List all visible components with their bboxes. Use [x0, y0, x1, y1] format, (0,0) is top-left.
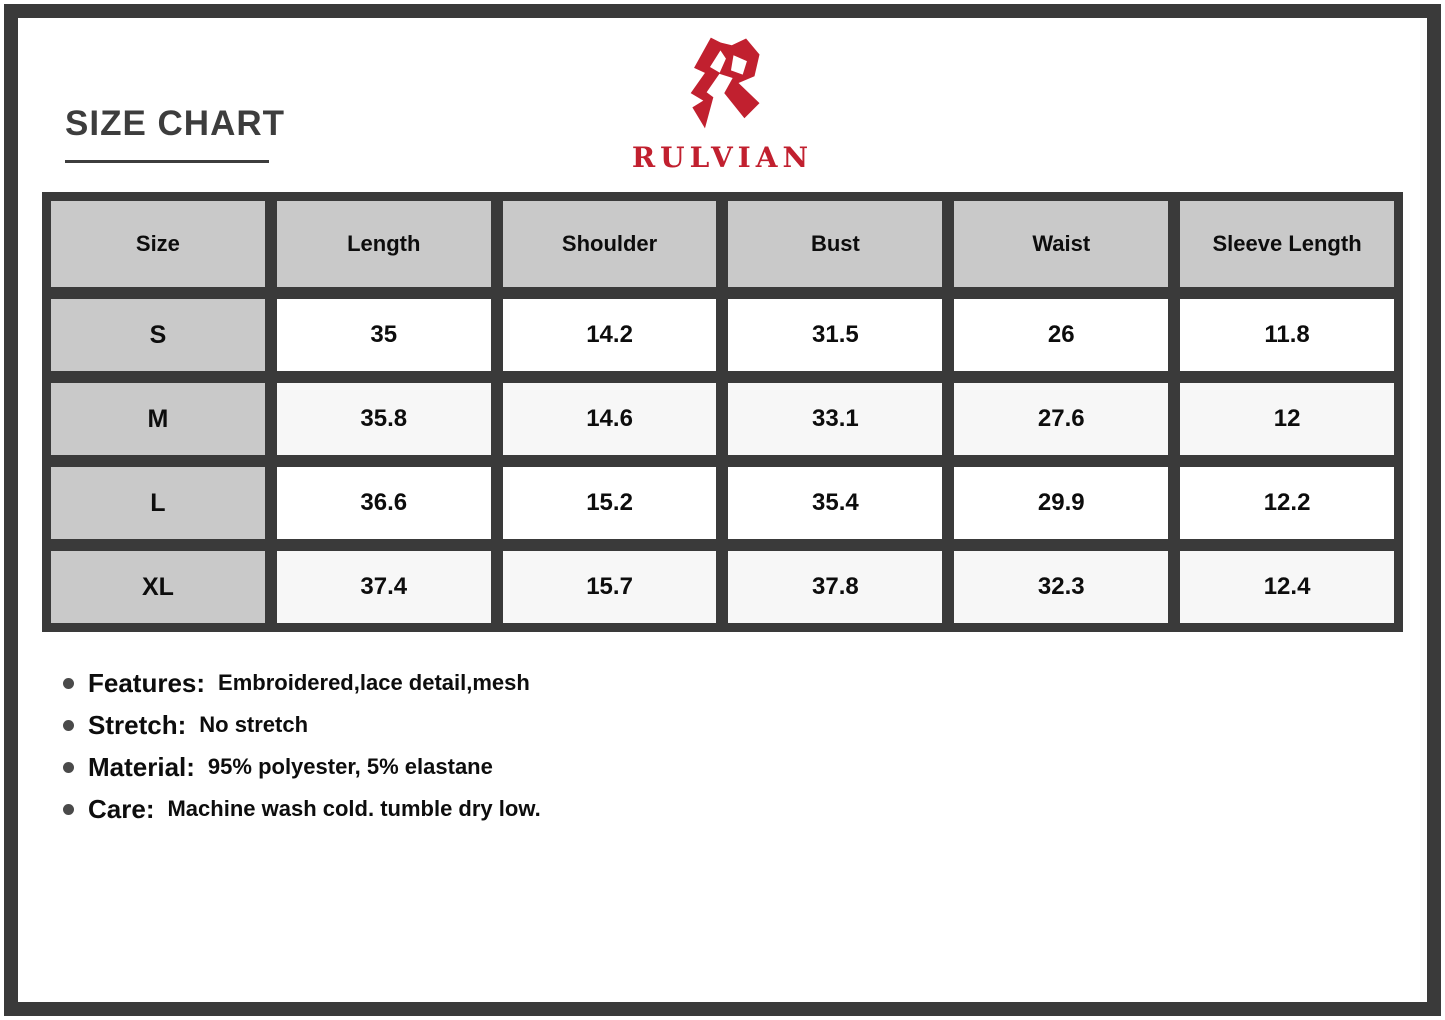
detail-item	[63, 746, 541, 788]
measurement-cell: 37.4	[277, 551, 491, 623]
size-cell: L	[51, 467, 265, 539]
measurement-cell: 11.8	[1180, 299, 1394, 371]
measurement-cell: 15.7	[503, 551, 717, 623]
bullet-icon	[63, 678, 74, 689]
measurement-cell: 35	[277, 299, 491, 371]
measurement-cell: 29.9	[954, 467, 1168, 539]
brand-logo	[0, 36, 1445, 174]
size-cell: M	[51, 383, 265, 455]
detail-value: No stretch	[199, 712, 309, 737]
measurement-cell: 37.8	[728, 551, 942, 623]
product-details-list	[63, 662, 541, 830]
detail-label: Stretch:	[88, 709, 187, 740]
measurement-cell: 33.1	[728, 383, 942, 455]
page-title: SIZE CHART	[65, 104, 285, 143]
size-chart-table	[42, 192, 1403, 632]
detail-value: Machine wash cold. tumble dry low.	[167, 796, 541, 821]
column-header-shoulder: Shoulder	[503, 201, 717, 287]
column-header-bust: Bust	[728, 201, 942, 287]
detail-item	[63, 704, 541, 746]
measurement-cell: 26	[954, 299, 1168, 371]
measurement-cell: 27.6	[954, 383, 1168, 455]
detail-label: Features:	[88, 667, 206, 698]
column-header-length: Length	[277, 201, 491, 287]
detail-item	[63, 662, 541, 704]
measurement-cell: 12	[1180, 383, 1394, 455]
measurement-cell: 35.4	[728, 467, 942, 539]
column-header-size: Size	[51, 201, 265, 287]
column-header-waist: Waist	[954, 201, 1168, 287]
measurement-cell: 36.6	[277, 467, 491, 539]
measurement-cell: 12.4	[1180, 551, 1394, 623]
bullet-icon	[63, 762, 74, 773]
brand-r-monogram-icon	[683, 36, 763, 130]
bullet-icon	[63, 720, 74, 731]
measurement-cell: 12.2	[1180, 467, 1394, 539]
column-header-sleeve-length: Sleeve Length	[1180, 201, 1394, 287]
measurement-cell: 32.3	[954, 551, 1168, 623]
size-cell: XL	[51, 551, 265, 623]
detail-label: Material:	[88, 751, 195, 782]
measurement-cell: 14.2	[503, 299, 717, 371]
measurement-cell: 35.8	[277, 383, 491, 455]
bullet-icon	[63, 804, 74, 815]
detail-value: 95% polyester, 5% elastane	[207, 754, 493, 779]
measurement-cell: 14.6	[503, 383, 717, 455]
detail-value: Embroidered,lace detail,mesh	[218, 670, 530, 695]
detail-item	[63, 788, 541, 830]
detail-label: Care:	[88, 793, 155, 824]
size-cell: S	[51, 299, 265, 371]
measurement-cell: 31.5	[728, 299, 942, 371]
brand-name: RULVIAN	[631, 141, 814, 174]
measurement-cell: 15.2	[503, 467, 717, 539]
